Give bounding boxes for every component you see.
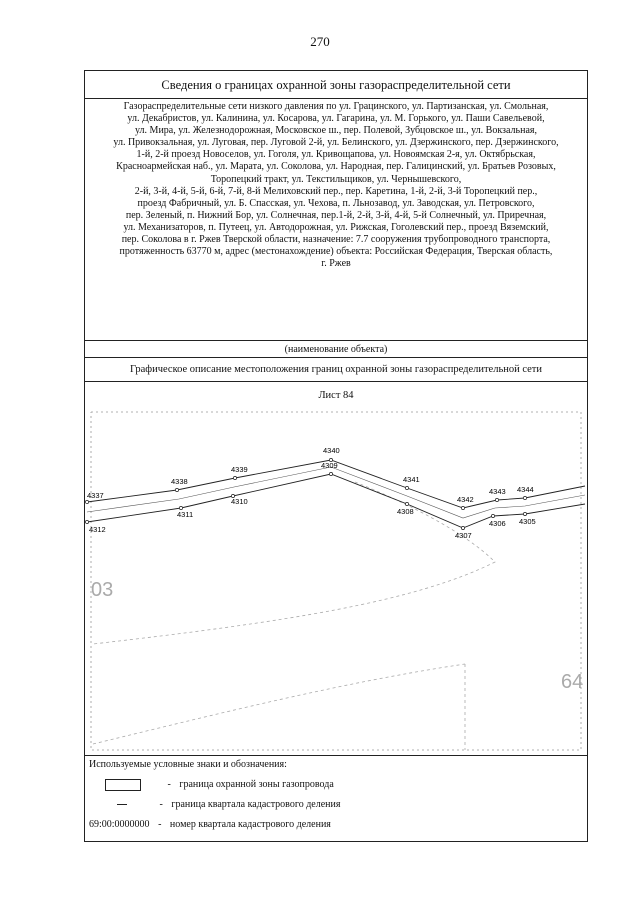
legend-item-quarter-boundary bbox=[89, 797, 340, 813]
description-line: ул. Привокзальная, ул. Луговая, пер. Луговой 2-й, ул. Белинского, ул. Дзержинского, пер. Дзержинского, bbox=[113, 137, 559, 149]
point-label: 4344 bbox=[517, 485, 534, 494]
description-line: Торопецкий тракт, ул. Текстильщиков, ул. Чернышевского, bbox=[210, 173, 462, 185]
quarter-number: 64 bbox=[561, 671, 584, 693]
page-number: 270 bbox=[310, 34, 330, 49]
object-description bbox=[85, 99, 587, 341]
map-drawing bbox=[85, 382, 587, 756]
sheet-label: Лист 84 bbox=[318, 390, 354, 401]
description-line: 1-й, 2-й проезд Новоселов, ул. Гоголя, ул. Кривощапова, ул. Новоямская 2-я, ул. Октябрьская, bbox=[136, 149, 536, 161]
description-line: Газораспределительные сети низкого давления по ул. Грацинского, ул. Партизанская, ул. Смольная, bbox=[123, 101, 549, 112]
zone-boundary-symbol bbox=[105, 779, 141, 791]
description-line: Красноармейская наб., ул. Марата, ул. Соколова, ул. Народная, пер. Галицинский, ул. Братьев Розовых, bbox=[116, 161, 556, 173]
quarter-boundary bbox=[93, 482, 495, 644]
quarter-boundary-symbol bbox=[117, 804, 127, 805]
legend-title: Используемые условные знаки и обозначения: bbox=[89, 759, 287, 770]
point-label: 4309 bbox=[321, 461, 338, 470]
point-label: 4307 bbox=[455, 531, 472, 540]
boundary-map bbox=[85, 382, 587, 756]
object-name-caption: (наименование объекта) bbox=[85, 341, 587, 358]
legend-dash: - bbox=[167, 779, 171, 790]
graphic-description-title: Графическое описание местоположения границ охранной зоны газораспределительной сети bbox=[85, 358, 587, 382]
point-label: 4341 bbox=[403, 475, 420, 484]
point-label: 4312 bbox=[89, 525, 106, 534]
legend-dash: - bbox=[159, 799, 163, 810]
point-label: 4305 bbox=[519, 517, 536, 526]
description-line: проезд Фабричный, ул. Б. Спасская, ул. Чехова, п. Льнозавод, ул. Заводская, ул. Петровского, bbox=[137, 197, 535, 209]
description-line: ул. Механизаторов, п. Путеец, ул. Автодорожная, ул. Рижская, Гоголевский пер., проезд Вяземский, bbox=[123, 221, 549, 233]
description-line: ул. Декабристов, ул. Калинина, ул. Косарова, ул. Гагарина, ул. М. Горького, ул. Паши Савельевой, bbox=[127, 113, 545, 125]
legend-item-quarter-number bbox=[89, 817, 331, 833]
point-label: 4338 bbox=[171, 477, 188, 486]
point-label: 4311 bbox=[177, 510, 194, 519]
legend-dash: - bbox=[158, 819, 162, 830]
point-label: 4306 bbox=[489, 519, 506, 528]
section-title: Сведения о границах охранной зоны газораспределительной сети bbox=[85, 71, 587, 99]
description-line: г. Ржев bbox=[321, 258, 351, 270]
point-label: 4343 bbox=[489, 487, 506, 496]
zone-centerline bbox=[87, 467, 585, 518]
point-label: 4339 bbox=[231, 465, 248, 474]
legend-text: граница квартала кадастрового деления bbox=[171, 799, 341, 810]
description-line: пер. Соколова в г. Ржев Тверской области, назначение: 7.7 сооружения трубопроводного транспорта, bbox=[121, 234, 551, 246]
point-label: 4340 bbox=[323, 446, 340, 455]
description-line: пер. Зеленый, п. Нижний Бор, ул. Солнечная, пер.1-й, 2-й, 3-й, 4-й, 5-й Солнечный, ул. Приречная, bbox=[125, 209, 547, 221]
description-line: ул. Мира, ул. Железнодорожная, Московское ш., пер. Полевой, Зубцовское ш., ул. Вокзальная, bbox=[135, 125, 537, 137]
quarter-number: 03 bbox=[91, 579, 114, 601]
point-label: 4308 bbox=[397, 507, 414, 516]
legend-item-zone-boundary bbox=[89, 777, 334, 793]
point-label: 4337 bbox=[87, 491, 104, 500]
legend-text: номер квартала кадастрового деления bbox=[169, 819, 331, 830]
legend-code: 69:00:0000000 bbox=[89, 819, 150, 830]
zone-boundary-lower bbox=[87, 474, 585, 528]
quarter-boundary bbox=[93, 664, 465, 744]
point-label: 4342 bbox=[457, 495, 474, 504]
description-line: протяженность 63770 м, адрес (местонахождение) объекта: Российская Федерация, Тверская область, bbox=[119, 246, 553, 258]
description-line: 2-й, 3-й, 4-й, 5-й, 6-й, 7-й, 8-й Мелиховский пер., пер. Каретина, 1-й, 2-й, 3-й Торопецкий пер., bbox=[134, 185, 538, 197]
legend-text: граница охранной зоны газопровода bbox=[179, 779, 334, 790]
point-label: 4310 bbox=[231, 497, 248, 506]
document-frame bbox=[84, 70, 588, 842]
vertex-markers bbox=[85, 458, 526, 529]
